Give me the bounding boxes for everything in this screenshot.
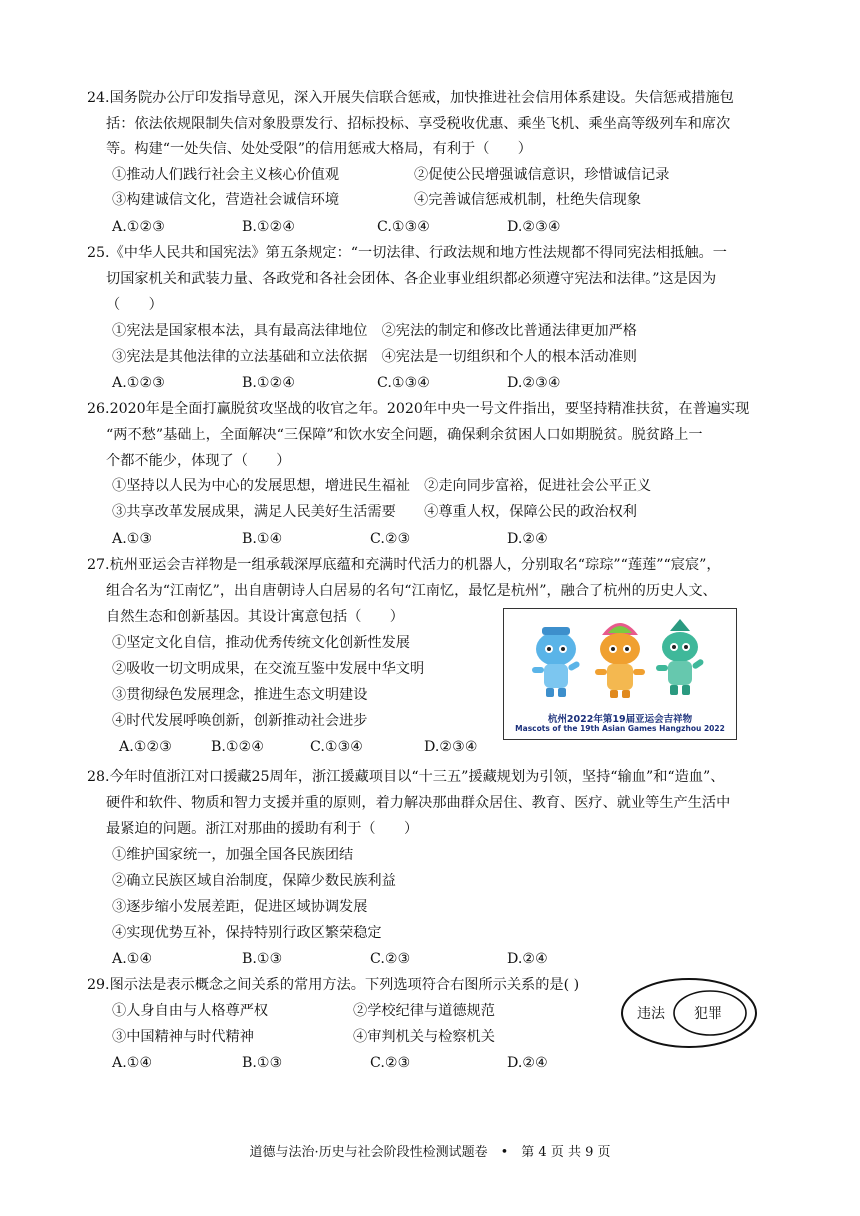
q26-stem-line-2: “两不愁”基础上，全面解决“三保障”和饮水安全问题，确保剩余贫困人口如期脱贫。脱贫路上一 <box>106 427 703 443</box>
q26-item-row-1: ①坚持以人民为中心的发展思想，增进民生福祉 ②走向同步富裕，促进社会公平正义 <box>112 478 652 494</box>
q25-stem-line-1: 25.《中华人民共和国宪法》第五条规定：“一切法律、行政法规和地方性法规都不得同宪法相抵触。一 <box>87 245 727 261</box>
q28-choice-d: D.②④ <box>507 951 548 967</box>
q24-choice-b: B.①②④ <box>242 219 296 235</box>
q25-choice-a: A.①②③ <box>112 375 165 391</box>
mascot-chenchen <box>656 619 705 695</box>
mascot-caption-cn: 杭州2022年第19届亚运会吉祥物 <box>547 714 693 725</box>
q27-stem-line-1: 27.杭州亚运会吉祥物是一组承载深厚底蕴和充满时代活力的机器人，分别取名“琮琮”“莲莲”“宸宸”， <box>87 557 721 573</box>
q26-choice-a: A.①③ <box>112 531 153 547</box>
inner-label: 犯罪 <box>694 1006 722 1022</box>
q24-stem-line-1: 24.国务院办公厅印发指导意见，深入开展失信联合惩戒，加快推进社会信用体系建设。失信惩戒措施包 <box>87 90 734 106</box>
q26-choice-d: D.②④ <box>507 531 548 547</box>
q29-item-4: ④审判机关与检察机关 <box>353 1029 495 1045</box>
q24-stem-line-2: 括：依法依规限制失信对象股票发行、招标投标、享受税收优惠、乘坐飞机、乘坐高等级列车和席次 <box>106 116 731 132</box>
q26-item-row-2: ③共享改革发展成果，满足人民美好生活需要 ④尊重人权，保障公民的政治权利 <box>112 504 637 520</box>
q24-stem-line-3: 等。构建“一处失信、处处受限”的信用惩戒大格局，有利于（ ） <box>106 141 532 157</box>
q27-choice-d: D.②③④ <box>424 739 478 755</box>
q26-choice-c: C.②③ <box>370 531 411 547</box>
q28-item-4: ④实现优势互补，保持特别行政区繁荣稳定 <box>112 925 382 941</box>
q26-stem-line-1: 26.2020年是全面打赢脱贫攻坚战的收官之年。2020年中央一号文件指出，要坚持精准扶贫，在普遍实现 <box>87 401 750 417</box>
mascot-congcong <box>532 627 581 697</box>
q29-item-3: ③中国精神与时代精神 <box>112 1029 254 1045</box>
q28-item-2: ②确立民族区域自治制度，保障少数民族利益 <box>112 873 396 889</box>
q24-choice-d: D.②③④ <box>507 219 561 235</box>
q24-item-3: ③构建诚信文化，营造社会诚信环境 <box>112 192 340 208</box>
q29-stem: 29.图示法是表示概念之间关系的常用方法。下列选项符合右图所示关系的是( ) <box>87 977 580 993</box>
q29-choice-d: D.②④ <box>507 1055 548 1071</box>
q29-choice-c: C.②③ <box>370 1055 411 1071</box>
q28-choice-c: C.②③ <box>370 951 411 967</box>
venn-diagram <box>620 977 758 1049</box>
q28-stem-line-2: 硬件和软件、物质和智力支援并重的原则，着力解决那曲群众居住、教育、医疗、就业等生产生活中 <box>106 795 731 811</box>
outer-label: 违法 <box>637 1006 665 1022</box>
q27-item-1: ①坚定文化自信，推动优秀传统文化创新性发展 <box>112 635 410 651</box>
q28-item-3: ③逐步缩小发展差距，促进区域协调发展 <box>112 899 368 915</box>
q27-stem-line-2: 组合名为“江南忆”，出自唐朝诗人白居易的名句“江南忆，最忆是杭州”，融合了杭州的历史人文、 <box>106 583 717 599</box>
q28-choice-b: B.①③ <box>242 951 283 967</box>
mascot-caption-en: Mascots of the 19th Asian Games Hangzhou 2022 <box>515 724 725 733</box>
q29-item-1: ①人身自由与人格尊严权 <box>112 1003 269 1019</box>
q26-choice-b: B.①④ <box>242 531 283 547</box>
q27-choice-b: B.①②④ <box>211 739 265 755</box>
q29-item-2: ②学校纪律与道德规范 <box>353 1003 495 1019</box>
q25-choice-b: B.①②④ <box>242 375 296 391</box>
q28-choice-a: A.①④ <box>112 951 153 967</box>
page-footer: 道德与法治·历史与社会阶段性检测试题卷 • 第 4 页 共 9 页 <box>249 1145 611 1160</box>
q29-choice-b: B.①③ <box>242 1055 283 1071</box>
q25-choice-d: D.②③④ <box>507 375 561 391</box>
q27-choice-a: A.①②③ <box>119 739 172 755</box>
q27-item-4: ④时代发展呼唤创新，创新推动社会进步 <box>112 713 368 729</box>
q25-stem-line-2: 切国家机关和武装力量、各政党和各社会团体、各企业事业组织都必须遵守宪法和法律。”这是因为 <box>106 271 717 287</box>
q25-item-row-1: ①宪法是国家根本法，具有最高法律地位 ②宪法的制定和修改比普通法律更加严格 <box>112 323 637 339</box>
mascot-figures <box>504 609 736 709</box>
mascot-lianlian <box>595 623 645 698</box>
q24-item-1: ①推动人们践行社会主义核心价值观 <box>112 167 340 183</box>
q26-stem-line-3: 个都不能少，体现了（ ） <box>106 453 291 469</box>
q27-choice-c: C.①③④ <box>310 739 364 755</box>
q27-item-2: ②吸收一切文明成果，在交流互鉴中发展中华文明 <box>112 661 425 677</box>
q24-choice-c: C.①③④ <box>377 219 431 235</box>
q27-item-3: ③贯彻绿色发展理念，推进生态文明建设 <box>112 687 368 703</box>
q25-item-row-2: ③宪法是其他法律的立法基础和立法依据 ④宪法是一切组织和个人的根本活动准则 <box>112 349 637 365</box>
q25-stem-line-3: （ ） <box>106 297 163 313</box>
q28-item-1: ①维护国家统一，加强全国各民族团结 <box>112 847 354 863</box>
q24-choice-a: A.①②③ <box>112 219 165 235</box>
q28-stem-line-3: 最紧迫的问题。浙江对那曲的援助有利于（ ） <box>106 821 419 837</box>
q24-item-4: ④完善诚信惩戒机制，杜绝失信现象 <box>414 192 642 208</box>
q29-choice-a: A.①④ <box>112 1055 153 1071</box>
q27-stem-line-3: 自然生态和创新基因。其设计寓意包括（ ） <box>106 609 404 625</box>
q24-item-2: ②促使公民增强诚信意识，珍惜诚信记录 <box>414 167 670 183</box>
mascot-image <box>503 608 737 740</box>
q28-stem-line-1: 28.今年时值浙江对口援藏25周年，浙江援藏项目以“十三五”援藏规划为引领，坚持“输血”和“造血”、 <box>87 769 725 785</box>
q25-choice-c: C.①③④ <box>377 375 431 391</box>
